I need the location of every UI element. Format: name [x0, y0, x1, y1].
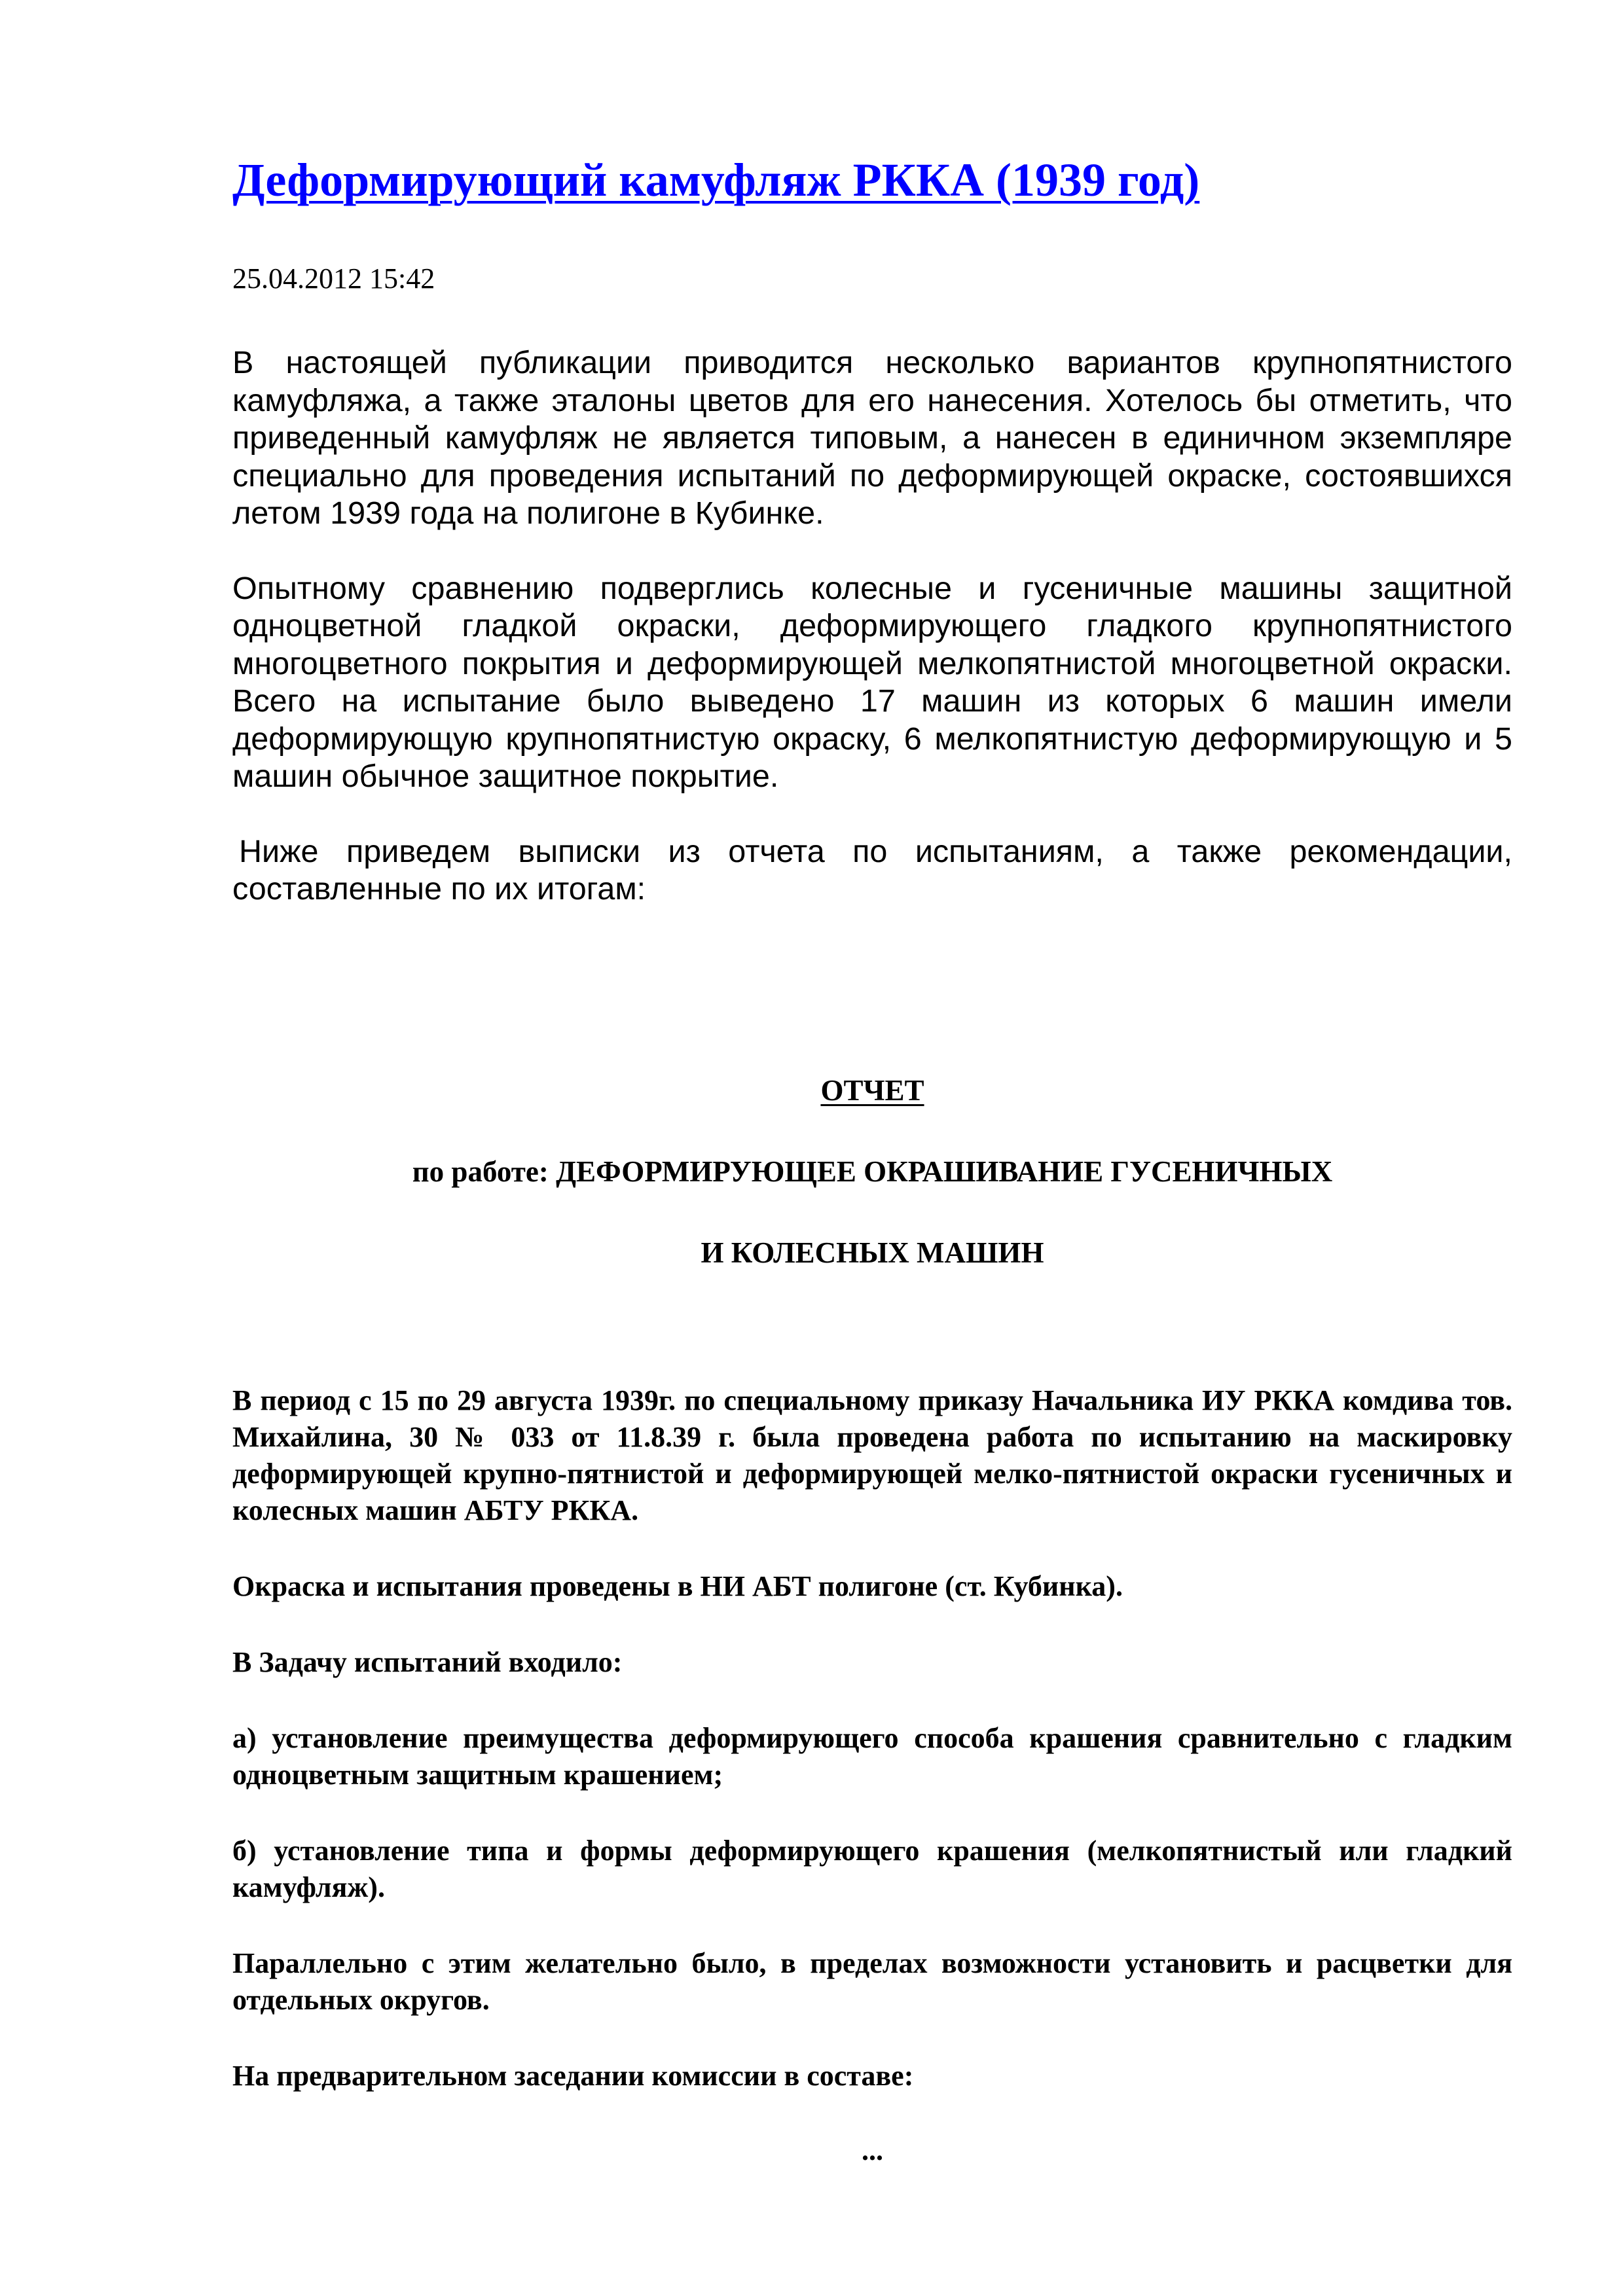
- intro-paragraph: В настоящей публикации приводится несколько вариантов крупнопятнистого камуфляжа, а также эталоны цветов для его нанесения. Хотелось бы отметить, что приведенный камуфляж не является типовым, а нанесен в единичном экземпляре специально для проведения испытаний по деформирующей окраске, состоявшихся летом 1939 года на полигоне в Кубинке.: [232, 345, 1512, 531]
- continuation-ellipsis: ...: [862, 2134, 883, 2166]
- intro-paragraph: Опытному сравнению подверглись колесные и гусеничные машины защитной одноцветной гладкой окраски, деформирующего гладкого крупнопятнистого многоцветного покрытия и деформирующей мелкопятнистой многоцветной окраски. Всего на испытание было выведено 17 машин из которых 6 машин имели деформирующую крупнопятнистую окраску, 6 мелкопятнистую деформирующую и 5 машин обычное защитное покрытие.: [232, 570, 1512, 794]
- article-title-link[interactable]: Деформирующий камуфляж РККА (1939 год): [232, 154, 1200, 206]
- report-paragraph: В период с 15 по 29 августа 1939г. по специальному приказу Начальника ИУ РККА комдива тов. Михайлина, 30 № 033 от 11.8.39 г. была проведена работа по испытанию на маскировку деформирующей крупно-пятнистой и деформирующей мелко-пятнистой окраски гусеничных и колесных машин АБТУ РККА.: [232, 1384, 1512, 1526]
- document-page: [232, 151, 1512, 2169]
- intro-paragraph: Ниже приведем выписки из отчета по испытаниям, а также рекомендации, составленные по их итогам:: [232, 833, 1512, 906]
- report-heading: ОТЧЕТ: [820, 1073, 924, 1107]
- publication-datetime: 25.04.2012 15:42: [232, 262, 435, 295]
- report-paragraph: В Задачу испытаний входило:: [232, 1645, 623, 1678]
- report-subtitle-line-2: И КОЛЕСНЫХ МАШИН: [701, 1236, 1044, 1269]
- report-subtitle-line-1: по работе: ДЕФОРМИРУЮЩЕЕ ОКРАШИВАНИЕ ГУСЕНИЧНЫХ: [412, 1155, 1333, 1188]
- report-paragraph: б) установление типа и формы деформирующего крашения (мелкопятнистый или гладкий камуфляж).: [232, 1834, 1512, 1903]
- report-paragraph: Параллельно с этим желательно было, в пределах возможности установить и расцветки для отдельных округов.: [232, 1946, 1512, 2016]
- report-paragraph: На предварительном заседании комиссии в составе:: [232, 2059, 914, 2092]
- report-paragraph: Окраска и испытания проведены в НИ АБТ полигоне (ст. Кубинка).: [232, 1570, 1123, 1602]
- report-paragraph: а) установление преимущества деформирующего способа крашения сравнительно с гладким одноцветным защитным крашением;: [232, 1721, 1512, 1791]
